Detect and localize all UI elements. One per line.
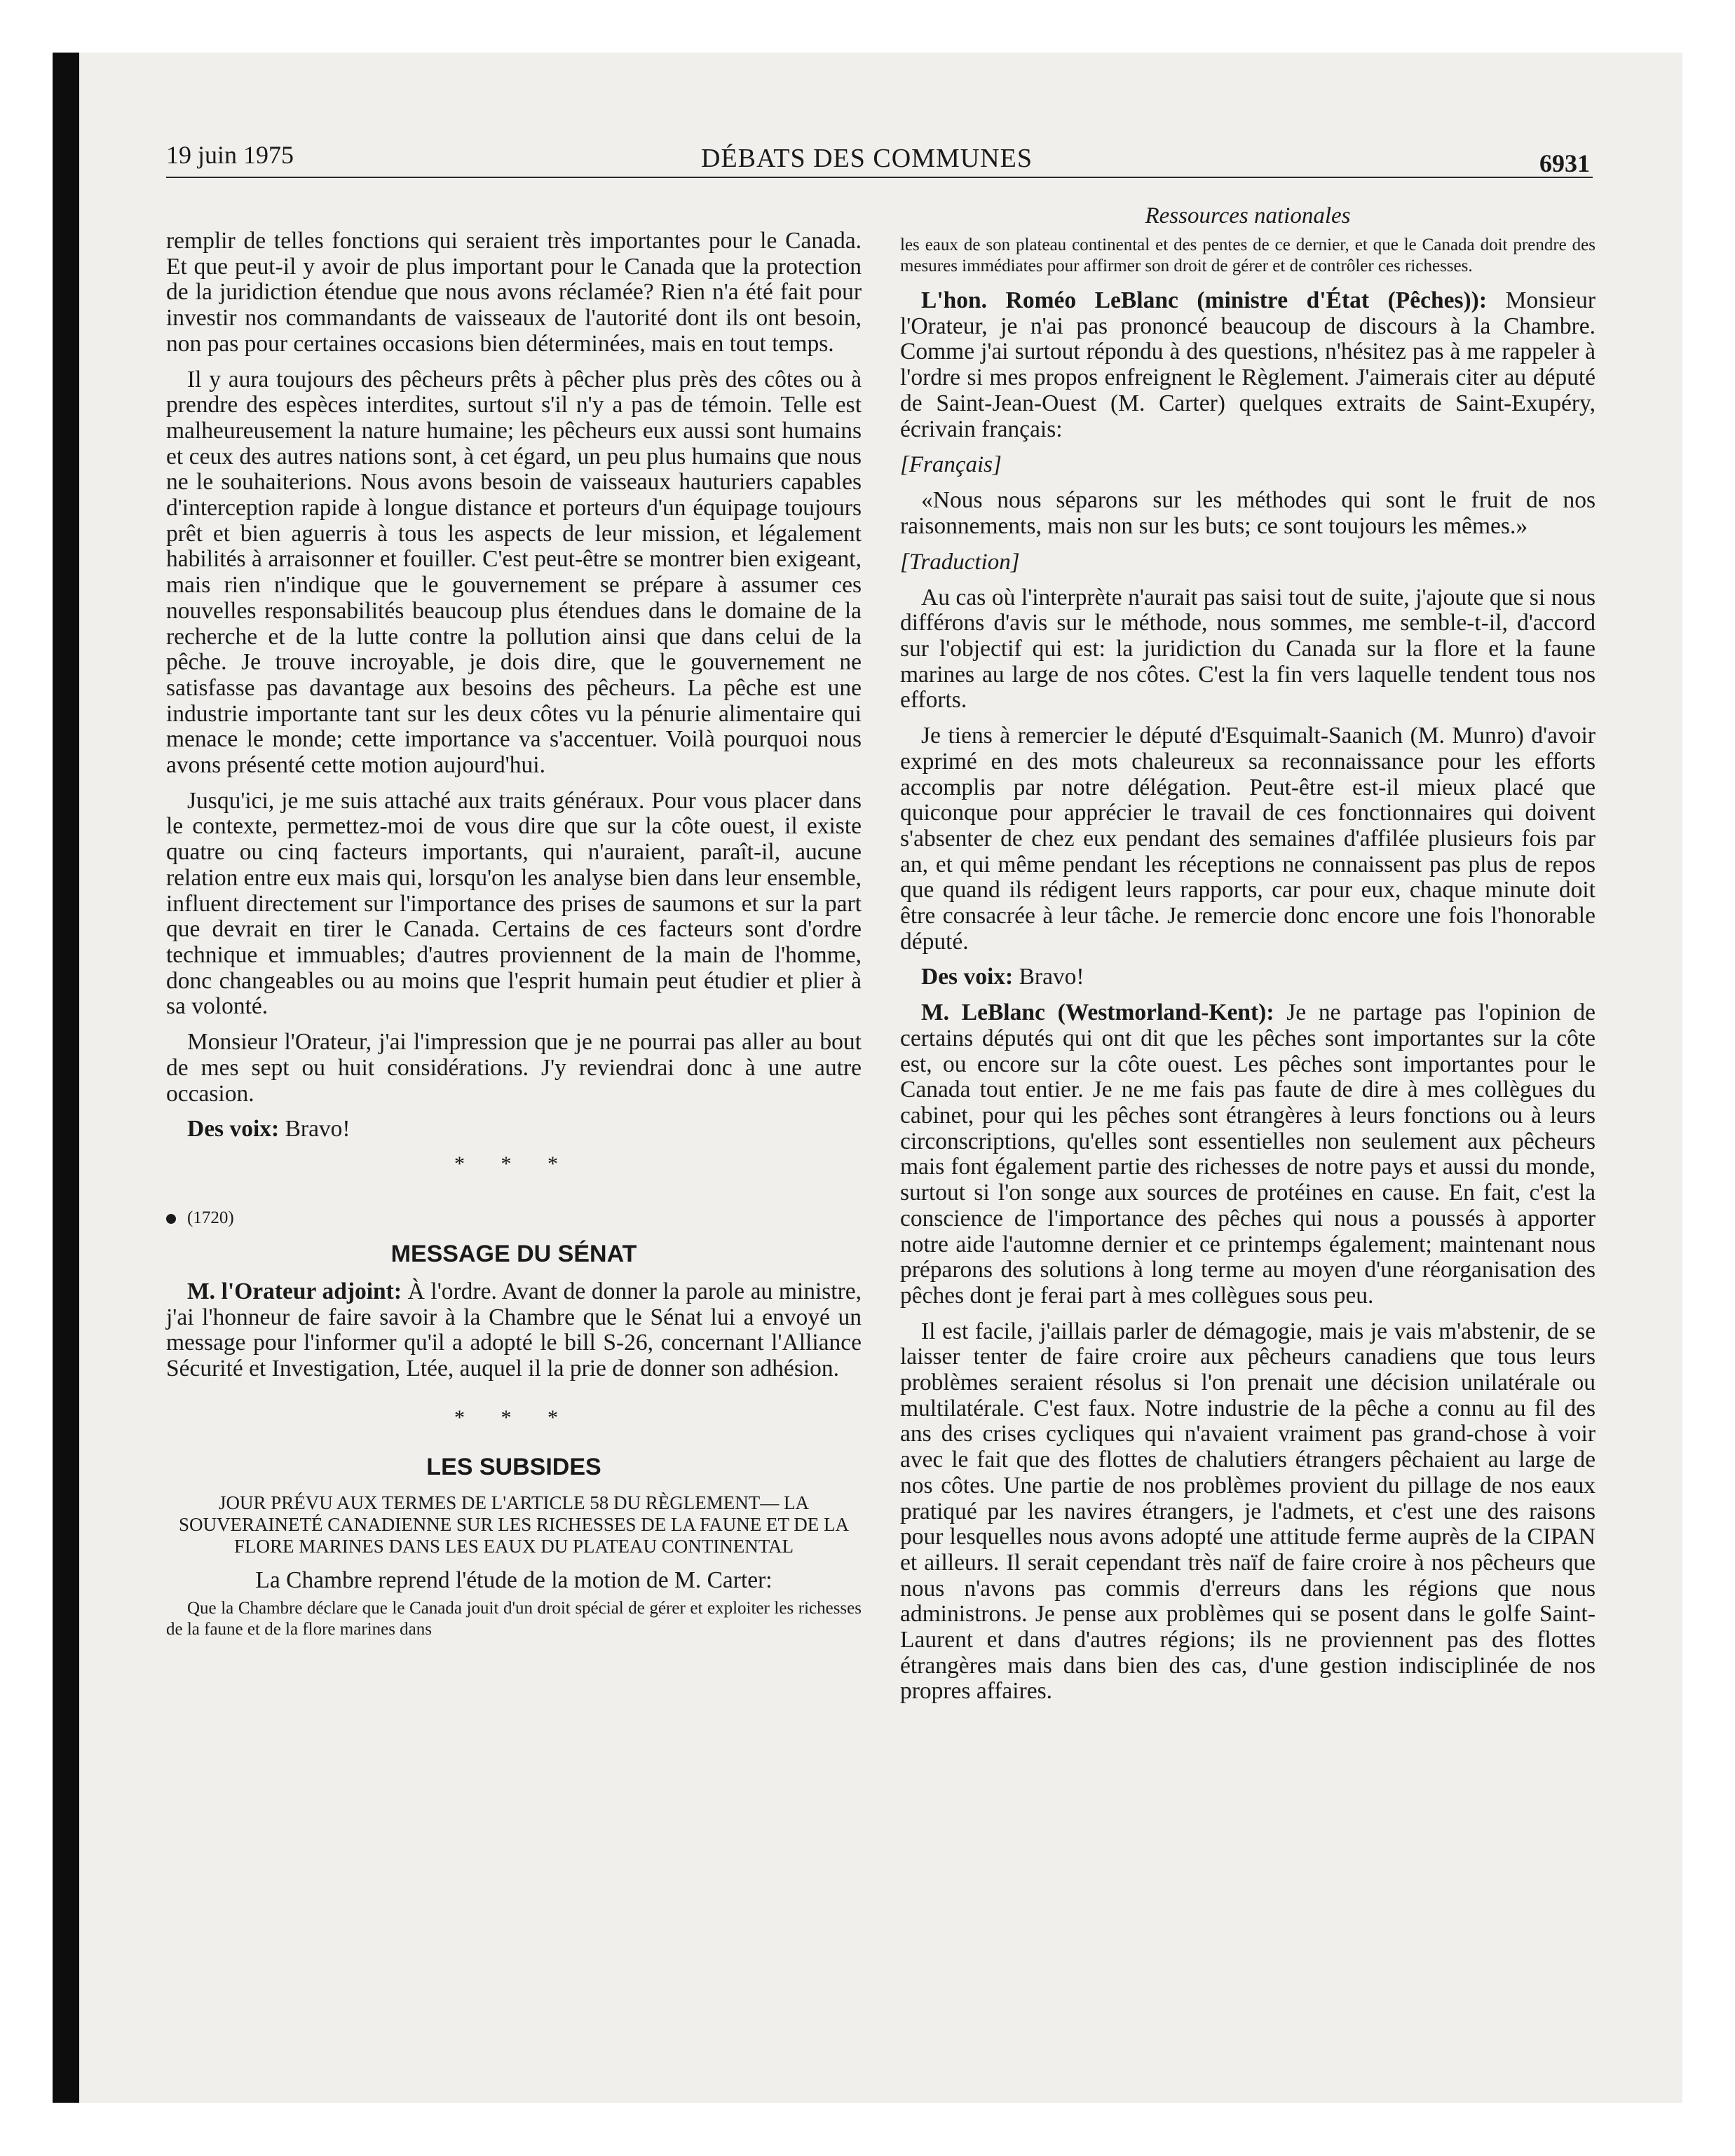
senate-heading: MESSAGE DU SÉNAT [390,1240,637,1267]
motion-continuation: les eaux de son plateau continental et des pentes de ce dernier, et que le Canada doit prendre des mesures immédiates pour affirmer son droit de gérer et de contrôler ces richesses. [900,236,1595,275]
language-marker: [Français] [900,452,1002,478]
applause-line [900,964,1595,990]
header-date: 19 juin 1975 [166,141,294,169]
speech-text: Je ne partage pas l'opinion de certains députés qui ont dit que les pêches sont importantes sur la côte est, ou encore sur la côte ouest. Les pêches sont importantes pour le Canada tout entier. Je ne me fais pas faute de dire à mes collègues du cabinet, pour qui les pêches sont étrangères à leurs fonctions ou à leurs circonscriptions, qu'elles sont essentielles non seulement aux pêcheurs mais font également partie des richesses de notre pays et aussi du monde, surtout si l'on songe aux sources de protéines en cause. En fait, c'est la conscience de l'importance des pêches qui nous a poussés à apporter notre aide l'automne dernier et ce printemps également; maintenant nous préparons des solutions à long terme au moyen d'une réorganisation des pêches dont je ferai part à mes collègues sous peu. [900,999,1595,1309]
paragraph: Monsieur l'Orateur, j'ai l'impression que je ne pourrai pas aller au bout de mes sept ou huit considérations. J'y reviendrai donc à une autre occasion. [166,1029,862,1107]
page-number: 6931 [1539,149,1590,177]
section-separator: * * * [454,1152,573,1175]
left-column [166,228,862,1640]
paragraph: Il est facile, j'aillais parler de démagogie, mais je vais m'abstenir, de se laisser tenter de faire croire aux pêcheurs canadiens que tous leurs problèmes seraient résolus si l'on prenait une décision unilatérale ou multilatérale. C'est faux. Notre industrie de la pêche a connu au fil des ans des crises cycliques qui n'avaient vraiment pas grand-chose à voir avec le fait que des flottes de chalutiers étrangers pêchaient au large de nos côtes. Une partie de nos problèmes provient du pillage de nos eaux pratiqué par les navires étrangers, je l'admets, et c'est une des raisons pour lesquelles nous avons adopté une attitude ferme auprès de la CIPAN et ailleurs. Il serait cependant très naïf de faire croire à nos pêcheurs que nous n'avons pas commis d'erreurs dans les régions que nous administrons. Je pense aux problèmes qui se posent dans le golfe Saint-Laurent et dans d'autres régions; ils ne proviennent pas des flottes étrangères mais dans bien des cas, d'une gestion indisciplinée de nos propres affaires. [900,1318,1595,1705]
speaker-name: M. l'Orateur adjoint: [187,1278,402,1304]
paragraph [900,288,1595,442]
language-marker: [Traduction] [900,549,1020,575]
speaker-name: M. LeBlanc (Westmorland-Kent): [921,999,1274,1026]
supply-heading: LES SUBSIDES [426,1453,601,1480]
running-head: Ressources nationales [1145,203,1351,228]
speech-text: À l'ordre. Avant de donner la parole au ministre, j'ai l'honneur de faire savoir à la Chambre que le Sénat lui a envoyé un message pour l'informer qu'il a adopté le bill S-26, concernant l'Alliance Sécurité et Investigation, Ltée, auquel il la prie de donner son adhésion. [166,1278,862,1382]
speech-text: Bravo! [279,1116,351,1142]
header-rule [166,177,1593,178]
right-column [900,203,1595,1714]
scan-edge [53,53,79,2103]
paragraph: Jusqu'ici, je me suis attaché aux traits généraux. Pour vous placer dans le contexte, permettez-moi de vous dire que sur la côte ouest, il existe quatre ou cinq facteurs importants, qui n'auraient, paraît-il, aucune relation entre eux mais qui, lorsqu'on les analyse bien dans leur ensemble, influent directement sur l'importance des prises de saumons et sur la part que devrait en tirer le Canada. Certains de ces facteurs sont d'ordre technique et immuables; d'autres proviennent de la main de l'homme, donc changeables ou au moins que l'esprit humain peut étudier et plier à sa volonté. [166,787,862,1020]
speaker-name: L'hon. Roméo LeBlanc (ministre d'État (Pêches)): [921,287,1487,313]
paragraph: Au cas où l'interprète n'aurait pas saisi tout de suite, j'ajoute que si nous différons d'avis sur le méthode, nous sommes, me semble-t-il, d'accord sur l'objectif qui est: la juridiction du Canada sur la flore et la faune marines au large de nos côtes. C'est la fin vers laquelle tendent tous nos efforts. [900,584,1595,714]
speaker-name: Des voix: [921,964,1014,990]
motion-text: Que la Chambre déclare que le Canada jouit d'un droit spécial de gérer et exploiter les richesses de la faune et de la flore marines dans [166,1598,862,1639]
bullet-icon [166,1214,176,1224]
applause-line [166,1117,862,1142]
supply-subheading: JOUR PRÉVU AUX TERMES DE L'ARTICLE 58 DU RÈGLEMENT— LA SOUVERAINETÉ CANADIENNE SUR LES RICHESSES DE LA FAUNE ET DE LA FLORE MARINES DANS LES EAUX DU PLATEAU CONTINENTAL [179,1492,849,1557]
timestamp [166,1208,862,1228]
header-title: DÉBATS DES COMMUNES [701,144,1033,173]
speech-text: Monsieur l'Orateur, je n'ai pas prononcé beaucoup de discours à la Chambre. Comme j'ai surtout répondu à des questions, n'hésitez pas à me rappeler à l'ordre si mes propos enfreignent le Règlement. J'aimerais citer au député de Saint-Jean-Ouest (M. Carter) quelques extraits de Saint-Exupéry, écrivain français: [900,287,1595,442]
paragraph [900,1000,1595,1309]
resume-line: La Chambre reprend l'étude de la motion de M. Carter: [255,1567,773,1593]
speech-text: Bravo! [1013,964,1084,990]
paragraph: Il y aura toujours des pêcheurs prêts à pêcher plus près des côtes ou à prendre des espèces interdites, surtout s'il n'y a pas de témoin. Telle est malheureusement la nature humaine; les pêcheurs eux aussi sont humains et ceux des autres nations sont, à cet égard, un peu plus humains que nous ne le souhaiterions. Nous avons besoin de vaisseaux hauturiers capables d'interception rapide à longue distance et porteurs d'un équipage toujours prêt et bien aguerris à tous les aspects de leur mission, et légalement habilités à arraisonner et fouiller. C'est peut-être se montrer bien exigeant, mais rien n'indique que le gouvernement se prépare à assumer ces nouvelles responsabilités beaucoup plus étendues dans le domaine de la recherche et de la lutte contre la pollution ainsi que dans celui de la pêche. Je trouve incroyable, je dois dire, que le gouvernement ne satisfasse pas davantage aux besoins des pêcheurs. La pêche est une industrie importante tant sur les deux côtes vu la pénurie alimentaire qui menace le monde; cette importance va s'accentuer. Voilà pourquoi nous avons présenté cette motion aujourd'hui. [166,366,862,779]
speaker-name: Des voix: [187,1116,280,1142]
paragraph [166,1279,862,1382]
paragraph: remplir de telles fonctions qui seraient très importantes pour le Canada. Et que peut-il y avoir de plus important pour le Canada que la protection de la juridiction étendue que nous avons réclamée? Rien n'a été fait pour investir nos commandants de vaisseaux de l'autorité dont ils ont besoin, non pas pour certaines occasions bien déterminées, mais en tout temps. [166,228,862,357]
timestamp-text: (1720) [187,1208,234,1227]
section-separator: * * * [454,1405,573,1429]
quote: «Nous nous séparons sur les méthodes qui sont le fruit de nos raisonnements, mais non sur les buts; ce sont toujours les mêmes.» [900,487,1595,539]
paragraph: Je tiens à remercier le député d'Esquimalt-Saanich (M. Munro) d'avoir exprimé en des mots chaleureux sa reconnaissance pour les efforts accomplis par notre délégation. Peut-être est-il mieux placé que quiconque pour apprécier le travail de ces fonctionnaires qui doivent s'absenter de chez eux pendant des semaines d'affilée plusieurs fois par an, et qui même pendant les réceptions ne connaissent pas plus de repos que quand ils rédigent leurs rapports, car pour eux, chaque minute doit être consacrée à leur tâche. Je remercie donc encore une fois l'honorable député. [900,723,1595,955]
